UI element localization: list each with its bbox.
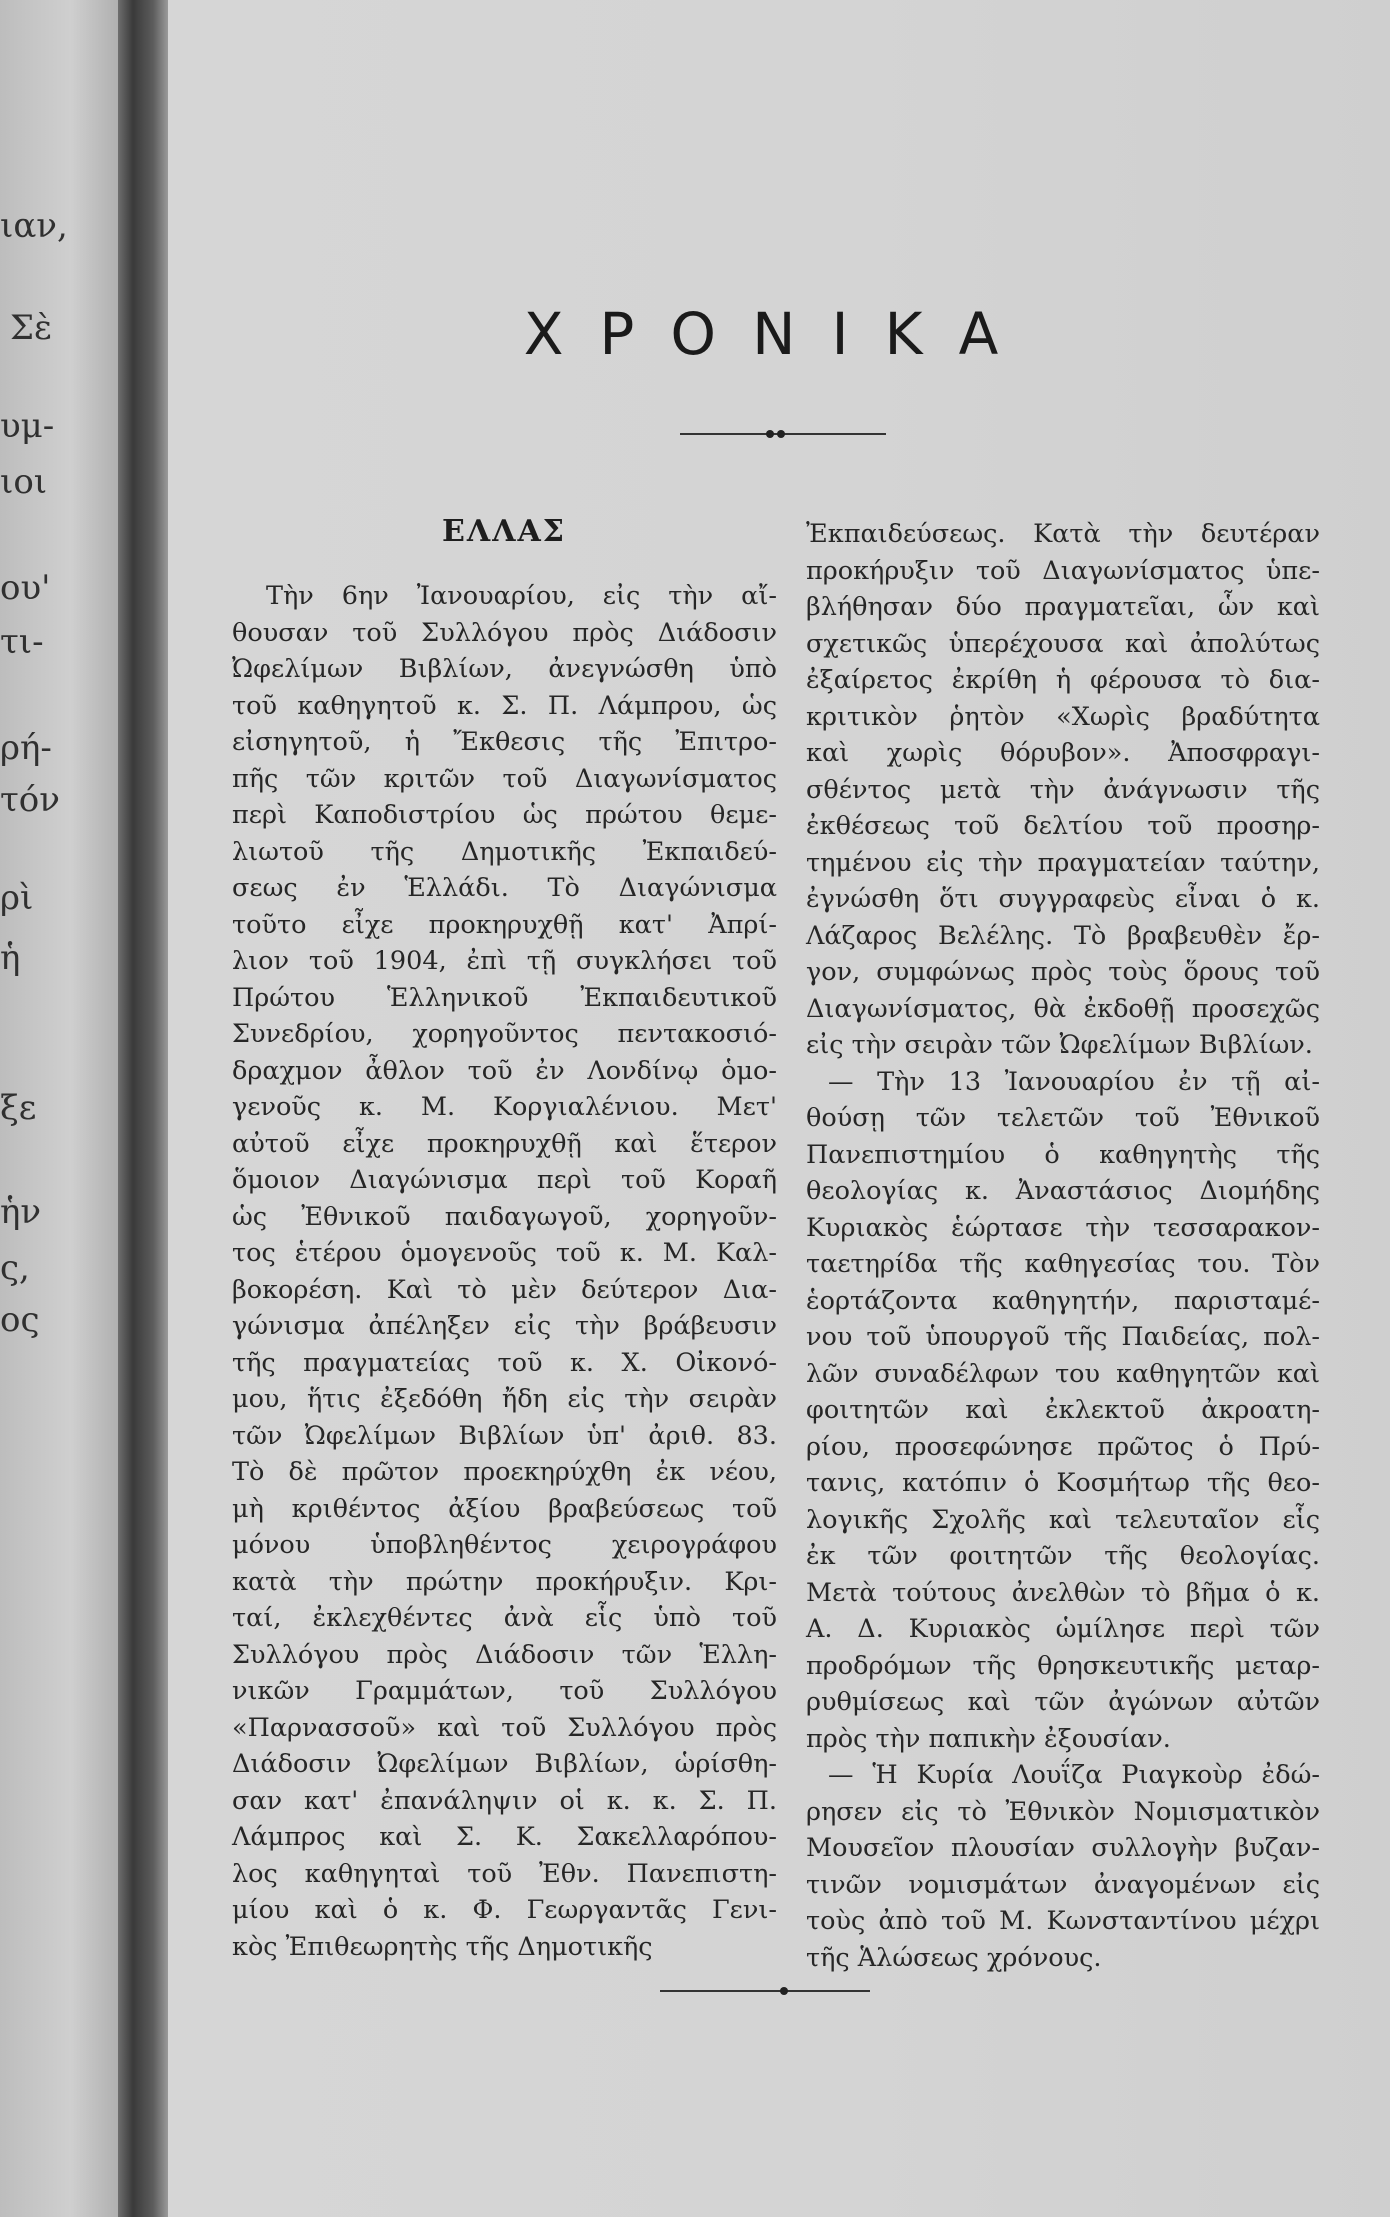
previous-page-edge [0,0,118,2217]
text-line: ἐκ τῶν φοιτητῶν τῆς θεολογίας. [806,1541,1320,1571]
text-line: γενοῦς κ. Μ. Κοργιαλένιου. Μετ' [232,1092,777,1122]
text-line: εἰσηγητοῦ, ἡ Ἔκθεσις τῆς Ἐπιτρο- [232,727,777,757]
text-line: τῆς Ἁλώσεως χρόνους. [806,1942,1102,1973]
text-line: μόνου ὑποβληθέντος χειρογράφου [232,1530,777,1560]
text-line: τος ἑτέρου ὁμογενοῦς τοῦ κ. Μ. Καλ- [232,1238,777,1268]
text-line: σαν κατ' ἐπανάληψιν οἱ κ. κ. Σ. Π. [232,1785,777,1816]
text-line: περὶ Καποδιστρίου ὡς πρώτου θεμε- [232,800,777,830]
text-line: νου τοῦ ὑπουργοῦ τῆς Παιδείας, πολ- [806,1322,1320,1352]
text-line: Πανεπιστημίου ὁ καθηγητὴς τῆς [806,1139,1320,1170]
text-line: πῆς τῶν κριτῶν τοῦ Διαγωνίσματος [232,763,777,794]
text-line: Κυριακὸς ἑώρτασε τὴν τεσσαρακον- [806,1212,1320,1243]
text-line: Α. Δ. Κυριακὸς ὡμίλησε περὶ τῶν [806,1614,1320,1644]
text-line: τινῶν νομισμάτων ἀναγομένων εἰς [806,1869,1320,1900]
previous-page-fragment: ξε [0,1088,37,1128]
text-line: λιον τοῦ 1904, ἐπὶ τῇ συγκλήσει τοῦ [232,946,777,976]
text-line: Συνεδρίου, χορηγοῦντος πεντακοσιό- [232,1019,777,1049]
text-line: Πρώτου Ἑλληνικοῦ Ἐκπαιδευτικοῦ [232,982,777,1013]
text-line: γώνισμα ἀπέληξεν εἰς τὴν βράβευσιν [232,1311,777,1341]
text-line: ταί, ἐκλεχθέντες ἀνὰ εἷς ὑπὸ τοῦ [232,1603,777,1633]
text-line: νικῶν Γραμμάτων, τοῦ Συλλόγου [232,1676,777,1706]
previous-page-fragment: τόν [0,780,60,820]
text-line: δραχμον ἆθλον τοῦ ἐν Λονδίνῳ ὁμο- [232,1055,777,1086]
text-line: βλήθησαν δύο πραγματεῖαι, ὧν καὶ [806,592,1320,622]
text-line: Συλλόγου πρὸς Διάδοσιν τῶν Ἑλλη- [232,1639,777,1670]
text-line: προδρόμων τῆς θρησκευτικῆς μεταρ- [806,1650,1320,1681]
left-text-column [232,578,777,1965]
text-line: τανις, κατόπιν ὁ Κοσμήτωρ τῆς θεο- [806,1468,1320,1498]
text-line: ἐκθέσεως τοῦ δελτίου τοῦ προσηρ- [806,811,1320,841]
text-line: προκήρυξιν τοῦ Διαγωνίσματος ὑπε- [806,555,1320,586]
text-line: ταετηρίδα τῆς καθηγεσίας του. Τὸν [806,1249,1320,1279]
text-line: κὸς Ἐπιθεωρητὴς τῆς Δημοτικῆς [232,1931,653,1962]
ornament-dot [777,430,785,438]
text-line: Διαγωνίσματος, θὰ ἐκδοθῇ προσεχῶς [806,993,1320,1024]
text-line: τημένου εἰς τὴν πραγματείαν ταύτην, [806,847,1320,878]
text-line: «Παρνασσοῦ» καὶ τοῦ Συλλόγου πρὸς [232,1712,777,1743]
text-line: κατὰ τὴν πρώτην προκήρυξιν. Κρι- [232,1566,777,1597]
text-line: θούσῃ τῶν τελετῶν τοῦ Ἐθνικοῦ [806,1103,1320,1133]
text-line: μὴ κριθέντος ἀξίου βραβεύσεως τοῦ [232,1493,777,1524]
text-line: λογικῆς Σχολῆς καὶ τελευταῖον εἷς [806,1504,1320,1535]
previous-page-fragment: ἡ [0,938,21,978]
text-line: Τὴν 6ην Ἰανουαρίου, εἰς τὴν αἴ- [266,581,777,611]
text-line: λῶν συναδέλφων του καθηγητῶν καὶ [806,1358,1320,1389]
text-line: Λάζαρος Βελέλης. Τὸ βραβευθὲν ἔρ- [806,920,1320,951]
text-line: τοῦ καθηγητοῦ κ. Σ. Π. Λάμπρου, ὡς [232,690,777,721]
text-line: πρὸς τὴν παπικὴν ἐξουσίαν. [806,1723,1171,1754]
text-line: γον, συμφώνως πρὸς τοὺς ὅρους τοῦ [806,957,1320,987]
page-title: ΧΡΟΝΙΚΑ [523,300,1035,368]
previous-page-fragment: τι- [0,622,44,662]
text-line: Ἐκπαιδεύσεως. Κατὰ τὴν δευτέραν [806,519,1320,549]
ornament-dot [766,430,774,438]
text-line: ρυθμίσεως καὶ τῶν ἀγώνων αὐτῶν [806,1687,1320,1717]
top-ornament-rule [680,433,886,435]
text-line: ἐξαίρετος ἐκρίθη ἡ φέρουσα τὸ δια- [806,665,1320,695]
section-title: ΕΛΛΑΣ [442,514,566,549]
bottom-ornament-rule [660,1990,870,1992]
text-line: ἐγνώσθη ὅτι συγγραφεὺς εἶναι ὁ κ. [806,884,1320,914]
text-line: αὐτοῦ εἶχε προκηρυχθῇ καὶ ἕτερον [232,1128,777,1159]
text-line: λιωτοῦ τῆς Δημοτικῆς Ἐκπαιδεύ- [232,836,777,867]
previous-page-fragment: υμ- [0,406,55,446]
text-line: Ὠφελίμων Βιβλίων, ἀνεγνώσθη ὑπὸ [232,654,777,684]
previous-page-fragment: ρή- [0,728,52,768]
text-line: Λάμπρος καὶ Σ. Κ. Σακελλαρόπου- [232,1822,777,1852]
text-line: — Ἡ Κυρία Λουΐζα Ριαγκοὺρ ἐδώ- [828,1760,1320,1790]
text-line: λος καθηγηταὶ τοῦ Ἐθν. Πανεπιστη- [232,1858,777,1889]
previous-page-fragment: ς, [0,1248,30,1288]
text-line: κριτικὸν ῥητὸν «Χωρὶς βραδύτητα [806,701,1320,732]
text-line: θεολογίας κ. Ἀναστάσιος Διομήδης [806,1176,1320,1206]
previous-page-fragment: Σὲ [10,308,53,348]
ornament-dot [780,1987,788,1995]
text-line: τοὺς ἀπὸ τοῦ Μ. Κωνσταντίνου μέχρι [806,1906,1320,1936]
text-line: ρησεν εἰς τὸ Ἐθνικὸν Νομισματικὸν [806,1796,1320,1827]
text-line: ρίου, προσεφώνησε πρῶτος ὁ Πρύ- [806,1431,1320,1462]
text-line: θουσαν τοῦ Συλλόγου πρὸς Διάδοσιν [232,617,777,648]
previous-page-fragment: ος [0,1300,40,1340]
text-line: Τὸ δὲ πρῶτον προεκηρύχθη ἐκ νέου, [232,1457,777,1487]
text-line: σεως ἐν Ἑλλάδι. Τὸ Διαγώνισμα [232,873,777,903]
text-line: μίου καὶ ὁ κ. Φ. Γεωργαντᾶς Γενι- [232,1895,777,1925]
text-line: καὶ χωρὶς θόρυβον». Ἀποσφραγι- [806,738,1320,768]
text-line: βοκορέση. Καὶ τὸ μὲν δεύτερον Δια- [232,1274,777,1305]
previous-page-fragment: ιαν, [0,206,68,246]
text-line: Μουσεῖον πλουσίαν συλλογὴν βυζαν- [806,1833,1320,1863]
text-line: μου, ἥτις ἐξεδόθη ἤδη εἰς τὴν σειρὰν [232,1384,777,1414]
text-line: ὡς Ἐθνικοῦ παιδαγωγοῦ, χορηγοῦν- [232,1201,777,1232]
text-line: — Τὴν 13 Ἰανουαρίου ἐν τῇ αἰ- [828,1066,1320,1097]
text-line: τῆς πραγματείας τοῦ κ. Χ. Οἰκονό- [232,1347,777,1378]
previous-page-fragment: ἡν [0,1192,42,1232]
text-line: τοῦτο εἶχε προκηρυχθῇ κατ' Ἀπρί- [232,909,777,940]
text-line: σθέντος μετὰ τὴν ἀνάγνωσιν τῆς [806,774,1320,805]
text-line: Διάδοσιν Ὠφελίμων Βιβλίων, ὡρίσθη- [232,1749,777,1779]
previous-page-fragment: ου' [0,568,51,608]
text-line: Μετὰ τούτους ἀνελθὼν τὸ βῆμα ὁ κ. [806,1577,1320,1608]
previous-page-fragment: ρὶ [0,878,34,918]
right-text-column [806,516,1320,1976]
previous-page-fragment: ιοι [0,462,48,502]
text-line: ἑορτάζοντα καθηγητήν, παρισταμέ- [806,1285,1320,1316]
text-line: σχετικῶς ὑπερέχουσα καὶ ἀπολύτως [806,628,1320,659]
text-line: φοιτητῶν καὶ ἐκλεκτοῦ ἀκροατη- [806,1395,1320,1425]
book-gutter [118,0,168,2217]
text-line: εἰς τὴν σειρὰν τῶν Ὠφελίμων Βιβλίων. [806,1030,1313,1060]
text-line: ὅμοιον Διαγώνισμα περὶ τοῦ Κοραῆ [232,1165,777,1195]
text-line: τῶν Ὠφελίμων Βιβλίων ὑπ' ἀριθ. 83. [232,1420,777,1451]
